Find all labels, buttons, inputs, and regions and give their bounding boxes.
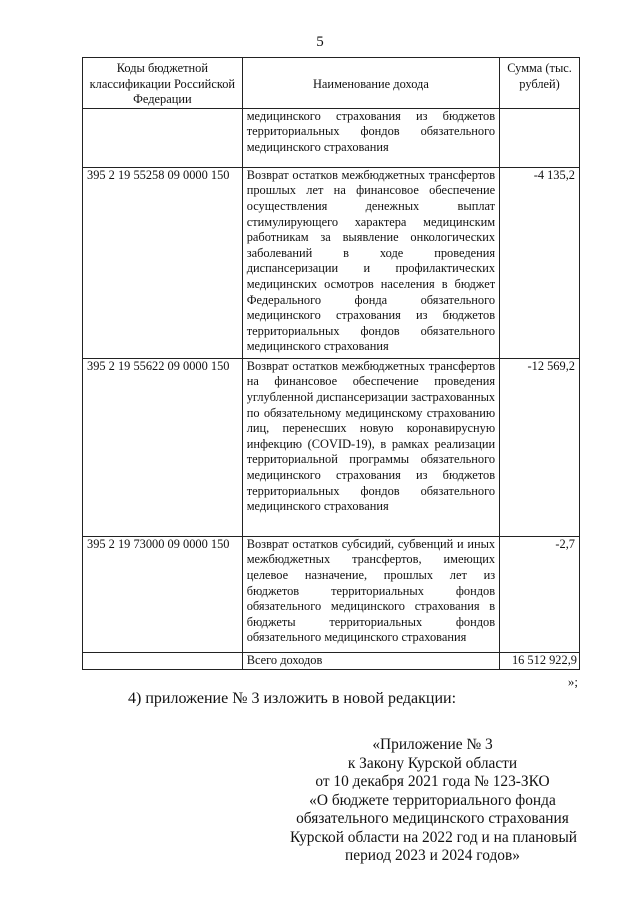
closing-quote: »;	[567, 674, 578, 689]
total-row	[83, 652, 580, 669]
table-row-continuation	[83, 108, 580, 167]
row-code: 395 2 19 73000 09 0000 150	[83, 536, 243, 652]
row-amount: -4 135,2	[500, 167, 580, 358]
appendix-line: обязательного медицинского страхования	[296, 810, 569, 827]
table-row	[83, 167, 580, 358]
appendix-line: от 10 декабря 2021 года № 123-ЗКО	[315, 773, 550, 790]
income-table	[82, 57, 580, 670]
header-amount: Сумма (тыс. рублей)	[500, 58, 580, 109]
continuation-name-cell: медицинского страхования из бюджетов территориальных фондов обязательного медицинского страхования	[242, 108, 499, 167]
table-row	[83, 358, 580, 536]
continuation-code-cell	[83, 108, 243, 167]
row-code: 395 2 19 55622 09 0000 150	[83, 358, 243, 536]
row-name: Возврат остатков субсидий, субвенций и иных межбюджетных трансфертов, имеющих целевое назначение, прошлых лет из бюджетов территориальных фондов обязательного медицинского страхования в бюджеты территориальных фондов обязательного медицинского страхования	[242, 536, 499, 652]
appendix-line: период 2023 и 2024 годов»	[345, 847, 520, 864]
continuation-amount-cell	[500, 108, 580, 167]
appendix-heading	[290, 736, 578, 866]
appendix-line: «Приложение № 3	[372, 736, 493, 753]
row-name: Возврат остатков межбюджетных трансфертов на финансовое обеспечение проведения углубленной диспансеризации застрахованных по обязательному медицинскому страхованию лиц, перенесших новую коронавирусную инфекцию (COVID-19), в рамках реализации территориальной программы обязательного медицинского страхования из бюджетов территориальных фондов обязательного медицинского страхования	[242, 358, 499, 536]
header-code: Коды бюджетной классификации Российской Федерации	[83, 58, 243, 109]
table-row	[83, 536, 580, 652]
page-number: 5	[316, 34, 324, 50]
row-code: 395 2 19 55258 09 0000 150	[83, 167, 243, 358]
row-amount: -12 569,2	[500, 358, 580, 536]
table-header-row	[83, 58, 580, 109]
header-name: Наименование дохода	[242, 58, 499, 109]
appendix-line: к Закону Курской области	[347, 754, 518, 772]
appendix-line: Курской области на 2022 год и на плановый	[290, 828, 578, 846]
total-label: Всего доходов	[242, 652, 499, 669]
row-amount: -2,7	[500, 536, 580, 652]
total-code-cell	[83, 652, 243, 669]
appendix-line: «О бюджете территориального фонда	[309, 791, 556, 809]
total-amount: 16 512 922,9	[500, 652, 580, 669]
instruction-text: 4) приложение № 3 изложить в новой редакции:	[128, 690, 457, 707]
row-name: Возврат остатков межбюджетных трансфертов прошлых лет на финансовое обеспечение осуществления денежных выплат стимулирующего характера медицинским работникам за выявление онкологических заболеваний в ходе проведения диспансеризации и профилактических медицинских осмотров населения в бюджет Федерального фонда обязательного медицинского страхования из бюджетов территориальных фондов обязательного медицинского страхования	[242, 167, 499, 358]
